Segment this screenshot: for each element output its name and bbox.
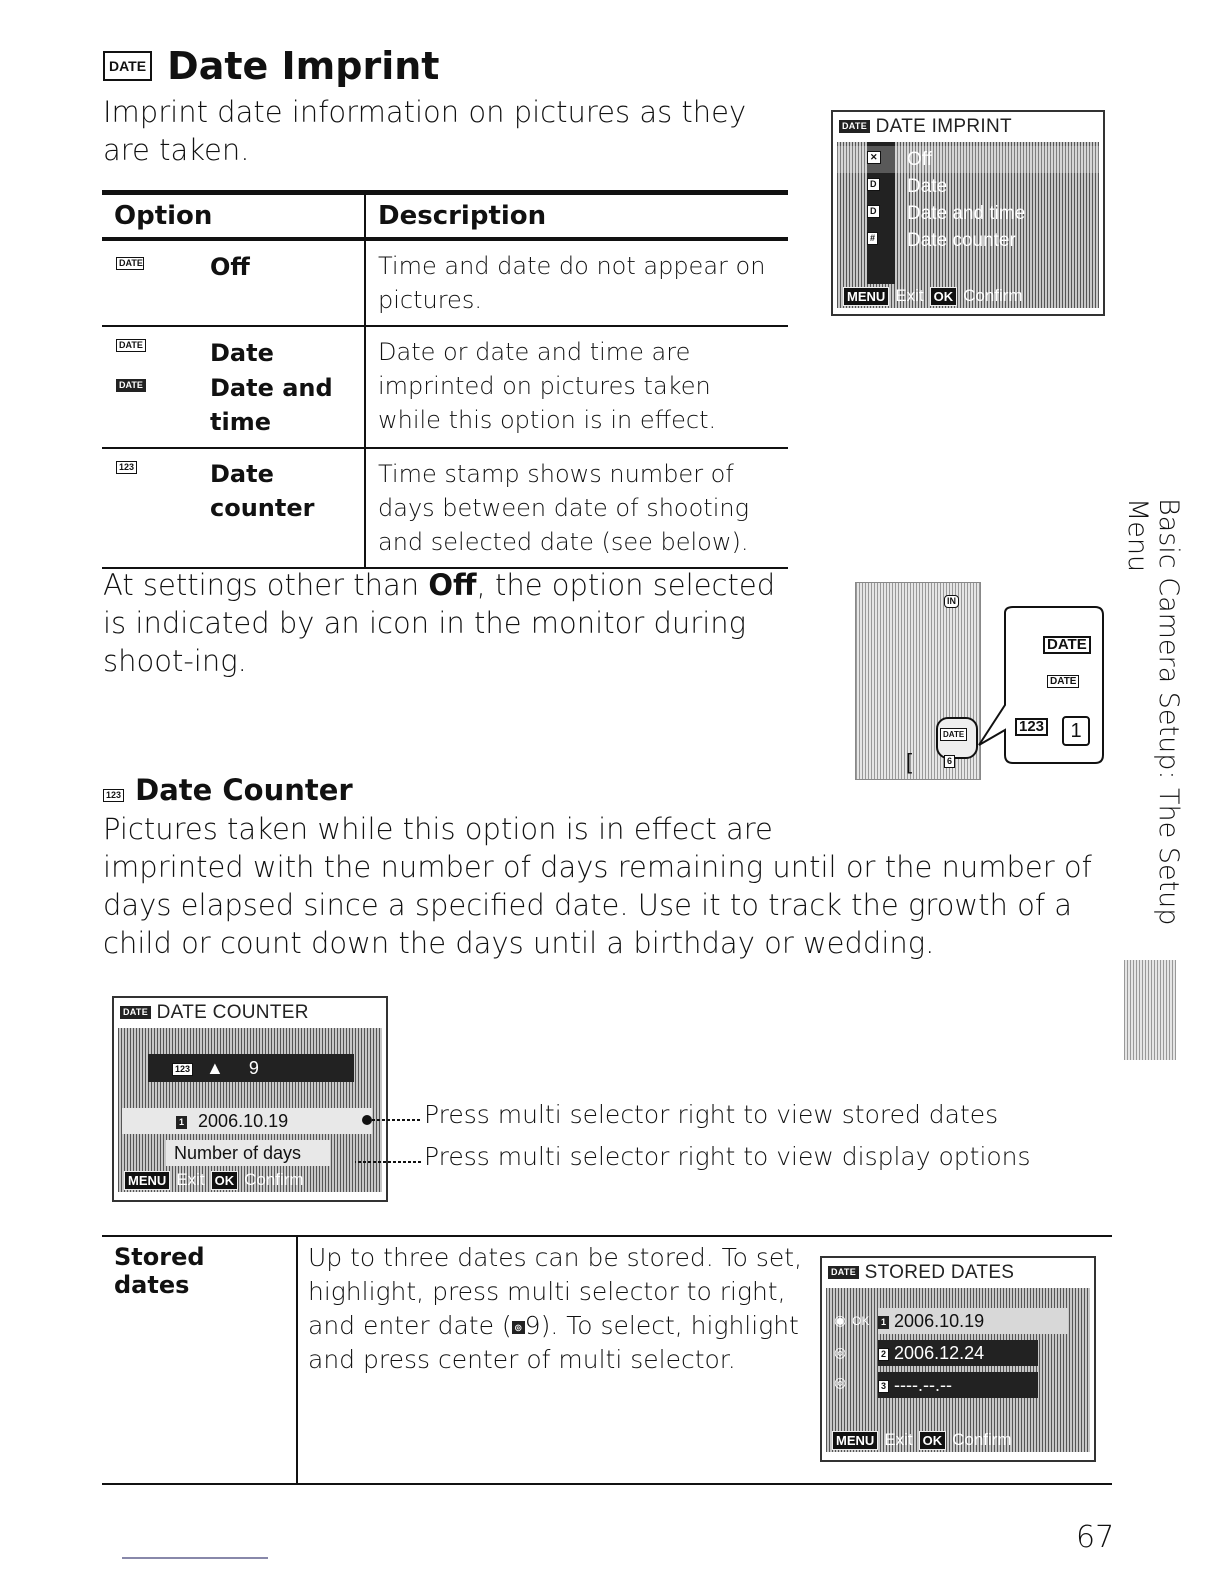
table-row xyxy=(102,448,788,568)
date-counter-screen xyxy=(112,996,388,1202)
option-description: Time and date do not appear on pictures. xyxy=(378,252,766,314)
date-value: ----.--.-- xyxy=(894,1375,952,1395)
index-icon: 3 xyxy=(878,1380,889,1393)
exit-label: Exit xyxy=(884,1430,913,1449)
text-run: , the option selected is indicated by an icon in the monitor during shoot-ing. xyxy=(103,568,776,678)
ok-button-icon: OK xyxy=(211,1171,239,1190)
option-name: Date xyxy=(210,339,274,367)
display-option-row[interactable]: Number of days xyxy=(166,1140,330,1166)
menu-button-icon: MENU xyxy=(832,1431,878,1450)
page-number: 67 xyxy=(1076,1520,1115,1555)
battery-bracket-icon: [ xyxy=(906,749,913,774)
stored-date-row[interactable] xyxy=(122,1108,372,1134)
radio-selected-icon: ◉ xyxy=(834,1312,847,1328)
page-title: Date Imprint xyxy=(167,44,440,88)
table-row xyxy=(102,239,788,326)
option-description: Time stamp shows number of days between date of shooting and selected date (see below). xyxy=(378,460,749,556)
date-icon: DATE xyxy=(839,120,870,133)
menu-item-date[interactable] xyxy=(837,173,1099,200)
radio-icon: ◎ xyxy=(834,1374,847,1390)
date-icon: D xyxy=(867,178,880,191)
page-header xyxy=(103,44,439,88)
text-line: Pictures taken while this option is in effect are xyxy=(103,812,773,846)
exit-label: Exit xyxy=(895,286,924,305)
table-row xyxy=(102,326,788,448)
off-icon: DATE xyxy=(116,257,144,270)
footer-rule xyxy=(122,1557,268,1559)
sidebar-tab xyxy=(1124,960,1176,1060)
date-imprint-menu-screen xyxy=(831,110,1105,316)
stored-dates-label-cell xyxy=(102,1237,298,1483)
date-indicator-icon: DATE xyxy=(940,728,967,741)
lead-text: Imprint date information on pictures as they are taken. xyxy=(103,95,747,167)
confirm-label: Confirm xyxy=(963,286,1023,305)
menu-item-label: Date xyxy=(907,176,948,197)
stored-date-row-3[interactable] xyxy=(878,1372,1038,1398)
screen-title-text: DATE IMPRINT xyxy=(875,116,1012,137)
option-name: Off xyxy=(210,253,250,281)
date-counter-text xyxy=(103,810,1103,962)
callout-stored-dates: Press multi selector right to view stored dates xyxy=(424,1100,999,1129)
option-name: Date and time xyxy=(210,374,333,436)
menu-item-date-and-time[interactable] xyxy=(837,200,1099,227)
stored-dates-screen xyxy=(820,1256,1096,1462)
text-run: 9). To select, highlight and press center of multi selector. xyxy=(308,1311,799,1374)
date-value: 2006.12.24 xyxy=(894,1343,985,1363)
text-run: Up to three dates can be stored. To set, highlight, press multi selector to right, and enter date ( xyxy=(308,1243,803,1340)
col-option: Option xyxy=(102,193,365,240)
col-description: Description xyxy=(378,201,547,231)
section-heading: Date Counter xyxy=(135,773,353,807)
date-callout-icon: DATE xyxy=(1043,636,1091,654)
text-line: imprinted with the number of days remaining until or the number of days elapsed since a specified date. Use it to track the growth of a child or count down the days until a birthday or wedding. xyxy=(103,850,1092,960)
index-icon: 2 xyxy=(878,1348,889,1361)
stored-dates-label: Stored dates xyxy=(114,1243,205,1299)
ok-mark: OK xyxy=(852,1314,870,1328)
screen-title xyxy=(114,998,386,1028)
date-icon: DATE xyxy=(120,1006,151,1019)
counter-value: 9 xyxy=(248,1058,259,1078)
date-and-time-icon: D xyxy=(867,205,880,218)
date-counter-icon: 123 xyxy=(103,789,124,802)
screen-footer xyxy=(118,1168,382,1192)
confirm-label: Confirm xyxy=(952,1430,1012,1449)
frames-remaining: 6 xyxy=(944,755,955,768)
callout-display-options: Press multi selector right to view display options xyxy=(424,1142,1031,1171)
date-counter-callout-icon: 123 xyxy=(1015,718,1048,736)
ok-button-icon: OK xyxy=(919,1431,947,1450)
index-icon: 1 xyxy=(878,1316,889,1329)
option-description: Date or date and time are imprinted on pictures taken while this option is in effect. xyxy=(378,338,717,434)
confirm-label: Confirm xyxy=(244,1170,304,1189)
menu-button-icon: MENU xyxy=(843,287,889,306)
date-imprint-icon: DATE xyxy=(103,51,152,81)
radio-icon: ◎ xyxy=(834,1344,847,1360)
sidebar-section-label: Basic Camera Setup: The Setup Menu xyxy=(1122,498,1184,926)
stored-date-value: 2006.10.19 xyxy=(198,1111,289,1131)
counter-digit: 1 xyxy=(1062,716,1090,746)
date-counter-heading xyxy=(103,773,353,807)
stored-index-icon: 1 xyxy=(176,1116,187,1129)
screen-footer xyxy=(826,1428,1090,1452)
screen-title xyxy=(833,112,1103,142)
menu-item-label: Date and time xyxy=(907,203,1026,224)
menu-item-label: Date counter xyxy=(907,230,1016,251)
menu-item-off[interactable] xyxy=(837,146,1099,173)
options-table xyxy=(102,190,788,569)
text-run: At settings other than xyxy=(103,568,429,602)
stored-dates-description xyxy=(308,1241,810,1377)
date-counter-icon: 123 xyxy=(116,461,137,474)
menu-item-date-counter[interactable] xyxy=(837,227,1099,254)
date-value: 2006.10.19 xyxy=(894,1311,985,1331)
option-name: Date counter xyxy=(210,460,315,522)
date-and-time-icon: DATE xyxy=(116,379,146,392)
page-ref-icon: ◎ xyxy=(512,1321,525,1334)
date-counter-icon: # xyxy=(867,232,878,245)
ok-button-icon: OK xyxy=(930,287,958,306)
callout-lines xyxy=(355,1110,425,1170)
counter-bar xyxy=(148,1054,354,1082)
off-icon: ✕ xyxy=(867,151,881,164)
stored-date-row-2[interactable] xyxy=(878,1340,1038,1366)
screen-title xyxy=(822,1258,1094,1288)
internal-memory-icon: IN xyxy=(944,595,959,608)
menu-button-icon: MENU xyxy=(124,1171,170,1190)
date-icon: DATE xyxy=(116,339,146,352)
stored-date-row-1[interactable] xyxy=(878,1308,1068,1334)
monitor-illustration xyxy=(855,582,981,780)
screen-footer xyxy=(837,284,1099,308)
exit-label: Exit xyxy=(176,1170,205,1189)
date-counter-icon: 123 xyxy=(172,1063,193,1076)
menu-item-label: Off xyxy=(907,149,932,170)
up-arrow-icon: ▲ xyxy=(206,1058,224,1078)
settings-paragraph xyxy=(103,566,783,680)
screen-title-text: DATE COUNTER xyxy=(156,1002,309,1023)
date-icon: DATE xyxy=(828,1266,859,1279)
screen-title-text: STORED DATES xyxy=(864,1262,1015,1283)
bold-text: Off xyxy=(428,568,477,602)
date-time-callout-icon: DATE xyxy=(1047,675,1079,688)
